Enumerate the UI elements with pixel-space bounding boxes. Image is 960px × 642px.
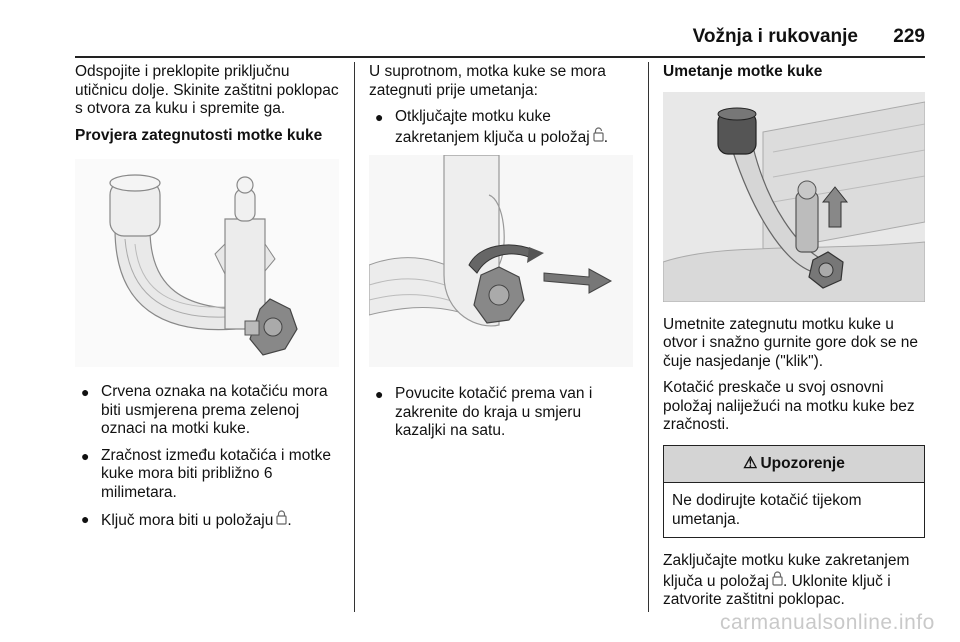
page-number: 229 <box>893 26 925 47</box>
check-tension-bullet-list <box>75 383 341 531</box>
section-heading-insert: Umetanje motke kuke <box>663 63 823 80</box>
column-1 <box>75 63 341 539</box>
list-item: ● Otključajte motku kuke zakretanjem ključa u položaj . <box>375 108 609 146</box>
warning-title: Upozorenje <box>760 454 845 472</box>
wheel-returns-paragraph: Kotačić preskače u svoj osnovni položaj naliježući na motku kuke bez zračnosti. <box>663 379 915 433</box>
warning-box <box>663 445 925 539</box>
tow-bar-check-illustration <box>75 159 339 367</box>
padlock-closed-icon <box>772 571 783 592</box>
page-header-title: Vožnja i rukovanje <box>692 26 858 47</box>
column-3 <box>663 63 925 618</box>
column-2 <box>369 63 635 449</box>
watermark: carmanualsonline.info <box>720 611 935 634</box>
turn-wheel-bullet-list <box>369 385 635 441</box>
header-divider <box>75 56 925 58</box>
unlock-bullet-list <box>369 108 635 147</box>
list-item: ● Povucite kotačić prema van i zakrenite do kraja u smjeru kazaljki na satu. <box>375 385 593 439</box>
warning-text: Ne dodirujte kotačić tijekom umetanja. <box>672 492 862 528</box>
column-divider-1 <box>354 62 355 612</box>
warning-triangle-icon: ⚠ <box>743 454 758 472</box>
padlock-open-icon <box>593 127 604 148</box>
tighten-wheel-illustration <box>369 155 633 367</box>
insert-tow-bar-illustration <box>663 92 925 302</box>
section-heading-check-tension: Provjera zategnutosti motke kuke <box>75 126 323 144</box>
lock-paragraph: Zaključajte motku kuke zakretanjem ključa u položaj . Uklonite ključ i zatvorite zaštitni poklopac. <box>663 552 910 608</box>
insert-paragraph: Umetnite zategnutu motku kuke u otvor i snažno gurnite gore dok se ne čuje nasjedanje ("klik"). <box>663 315 919 370</box>
warning-body <box>664 483 924 537</box>
intro-paragraph: Odspojite i preklopite priključnu utičnicu dolje. Skinite zaštitni poklopac s otvora za kuku i spremite ga. <box>75 63 339 117</box>
list-item: ● Zračnost između kotačića i motke kuke mora biti približno 6 milimetara. <box>81 446 332 501</box>
column-divider-2 <box>648 62 649 612</box>
intro-paragraph-2: U suprotnom, motka kuke se mora zategnuti prije umetanja: <box>369 63 606 99</box>
list-item: ● Crvena oznaka na kotačiću mora biti usmjerena prema zelenoj oznaci na motki kuke. <box>81 383 328 437</box>
list-item: ● Ključ mora biti u položaju . <box>81 511 292 529</box>
warning-header <box>664 446 924 484</box>
padlock-closed-icon <box>276 510 287 531</box>
